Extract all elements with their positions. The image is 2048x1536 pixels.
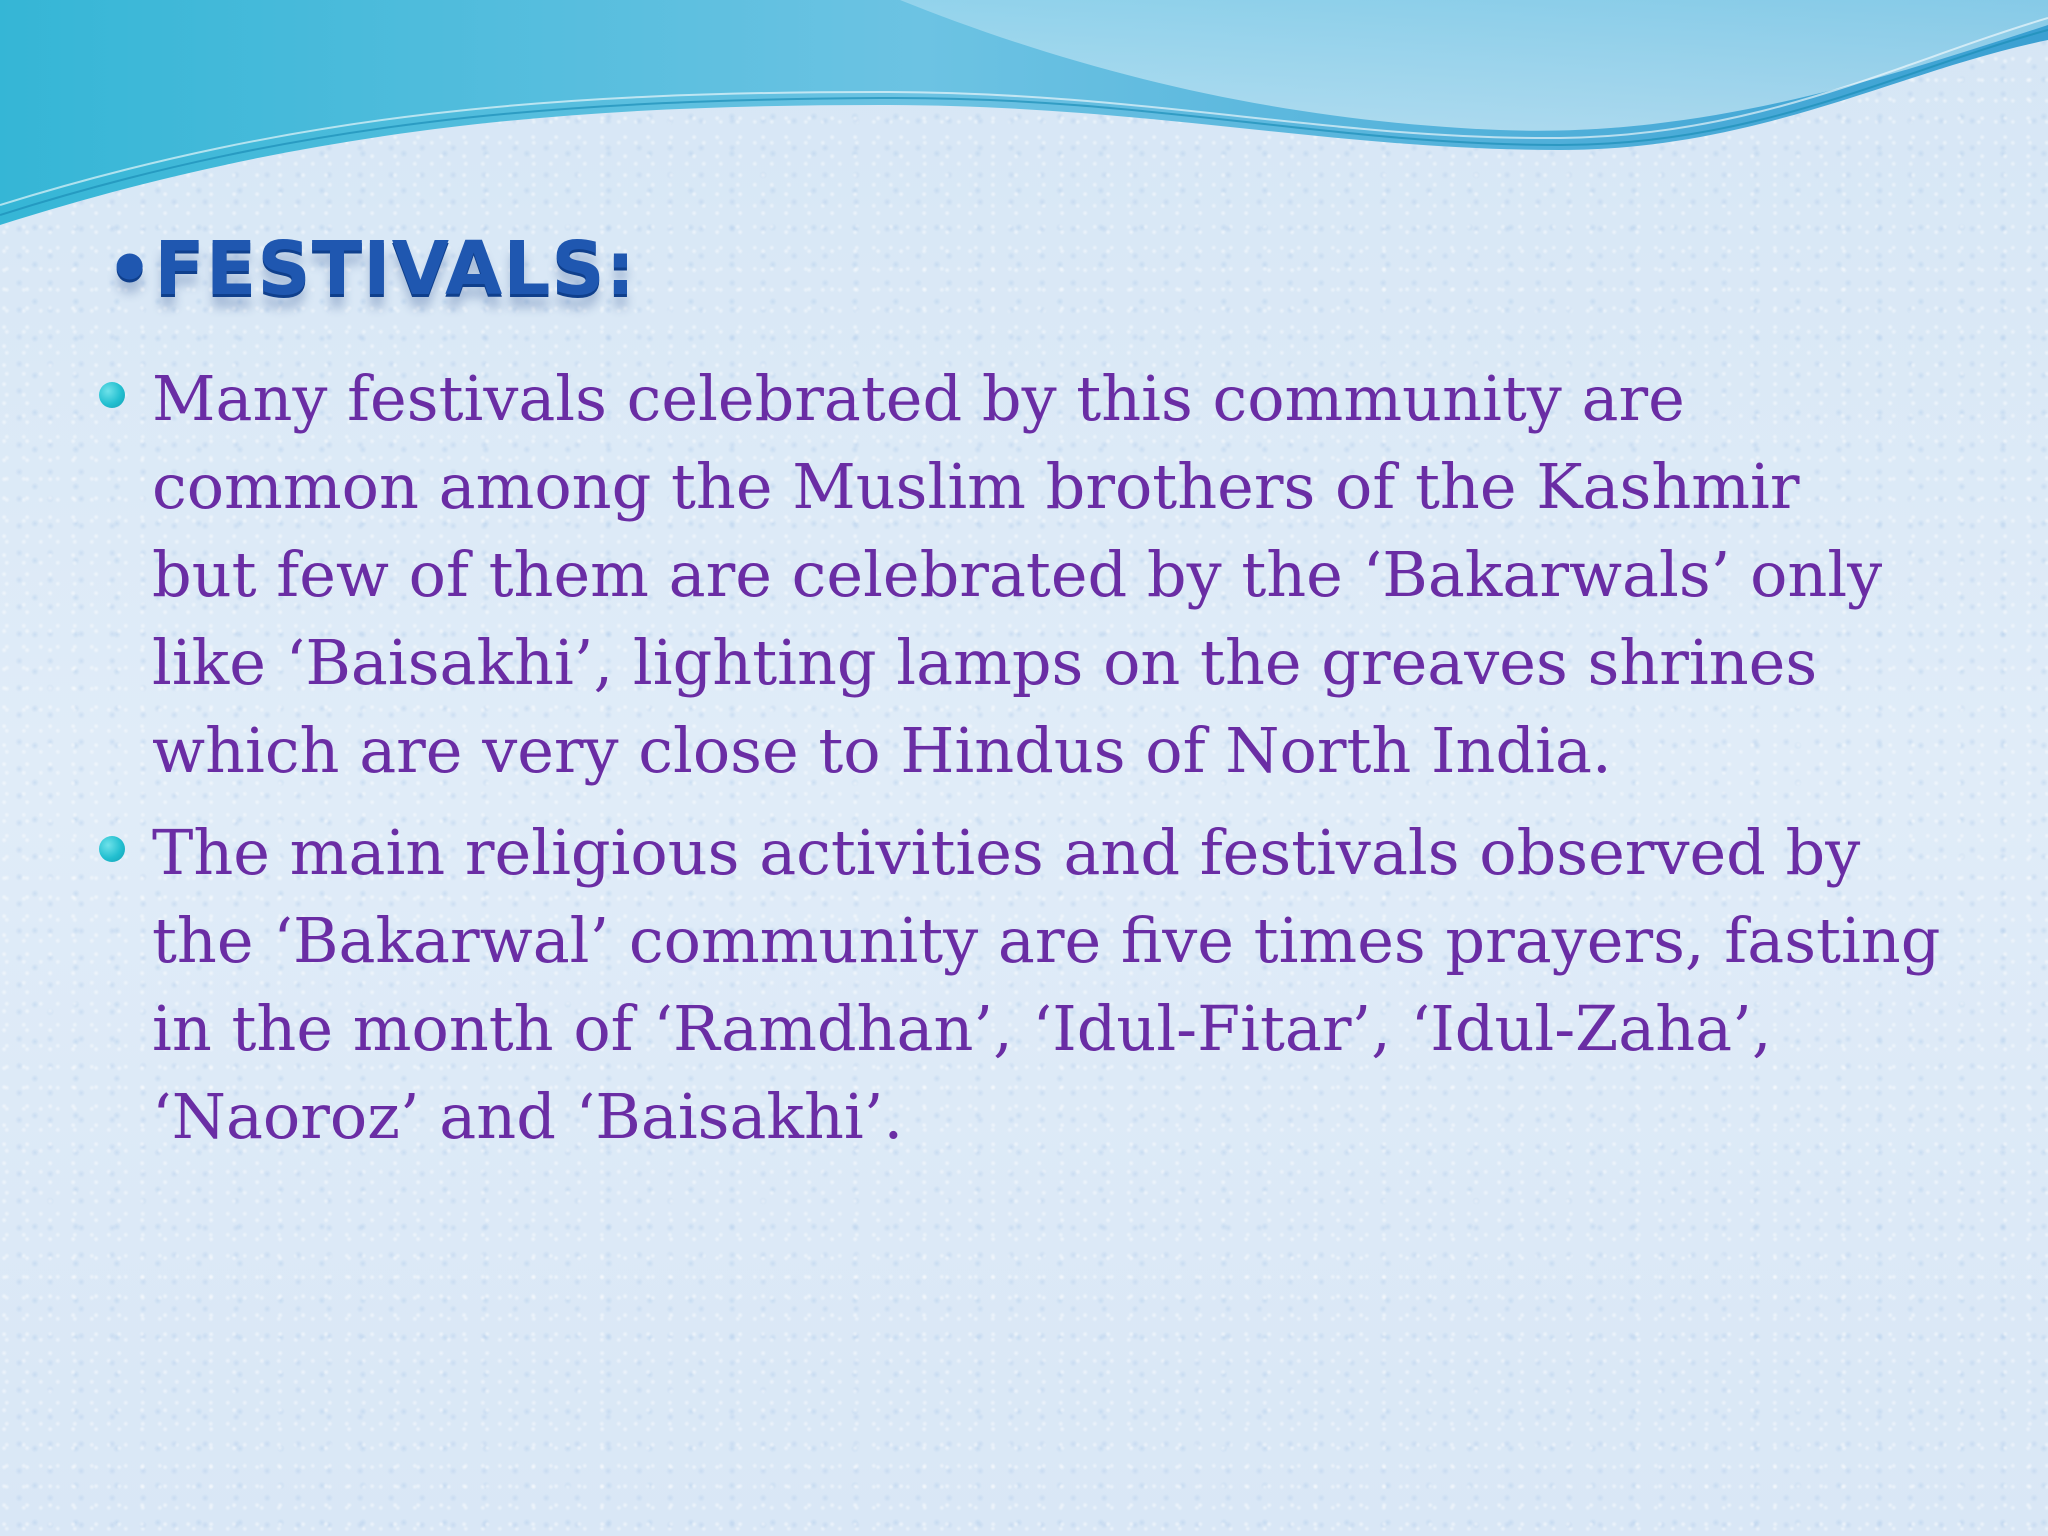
bullet-dot-icon [99,836,125,862]
bullet-line: the ‘Bakarwal’ community are five times prayers, fasting [152,904,1941,977]
slide-title: •FESTIVALS: [106,226,637,312]
bullet-dot-icon [99,382,125,408]
bullet-item-2 [96,809,1996,1161]
bullet-item-1 [96,355,1996,795]
bullet-line: but few of them are celebrated by the ‘Bakarwals’ only [152,538,1883,611]
bullet-line: which are very close to Hindus of North India. [152,714,1612,787]
bullet-line: The main religious activities and festivals observed by [152,816,1861,889]
bullet-line: common among the Muslim brothers of the Kashmir [152,450,1800,523]
bullet-line: in the month of ‘Ramdhan’, ‘Idul-Fitar’, ‘Idul-Zaha’, [152,992,1772,1065]
bullet-list [96,355,1996,1175]
wave-header-decoration [0,0,2048,240]
bullet-line: ‘Naoroz’ and ‘Baisakhi’. [152,1080,904,1153]
bullet-line: like ‘Baisakhi’, lighting lamps on the greaves shrines [152,626,1818,699]
bullet-line: Many festivals celebrated by this community are [152,362,1685,435]
